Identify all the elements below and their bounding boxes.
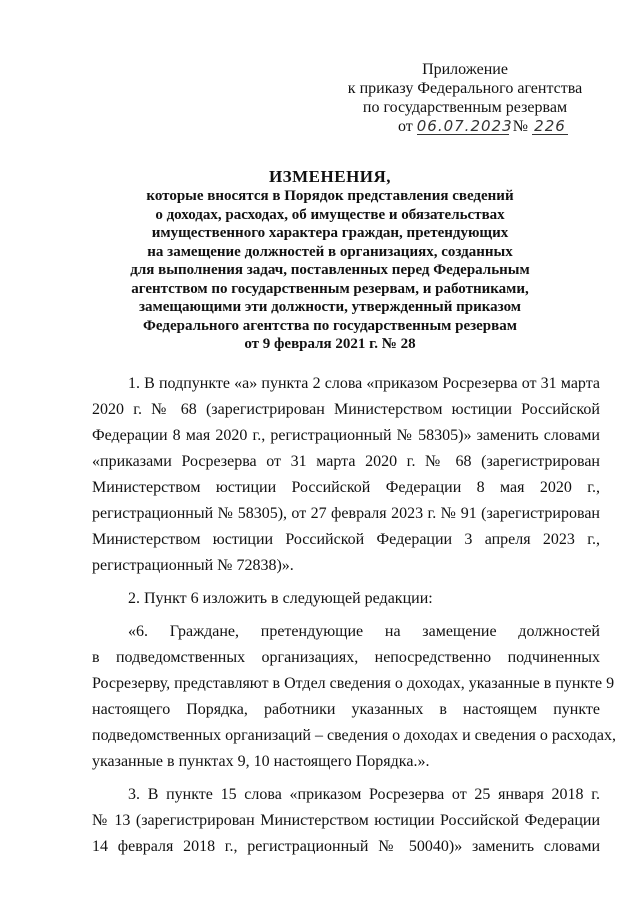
paragraph-2	[92, 586, 600, 612]
text-line: регистрационный № 72838)».	[92, 557, 294, 574]
handwritten-number: 226	[532, 119, 568, 135]
paragraph-4	[92, 782, 600, 860]
text-line: Федерации 8 мая 2020 г., регистрационный № 58305)» заменить словами	[92, 427, 600, 444]
subtitle-line: для выполнения задач, поставленных перед Федеральным	[130, 262, 530, 278]
text-line: 14 февраля 2018 г., регистрационный № 50040)» заменить словами	[92, 838, 600, 855]
text-line: указанные в пунктах 9, 10 настоящего Порядка.».	[92, 753, 430, 770]
text-line: регистрационный № 58305), от 27 февраля 2023 г. № 91 (зарегистрирован	[92, 505, 600, 522]
subtitle-line: замещающими эти должности, утвержденный приказом	[138, 299, 522, 315]
subtitle-line: имущественного характера граждан, претендующих	[151, 225, 509, 241]
paragraph-3	[92, 619, 616, 775]
text-line: подведомственных организаций – сведения о доходах и сведения о расходах,	[92, 727, 616, 744]
subtitle-line: от 9 февраля 2021 г. № 28	[244, 336, 416, 352]
text-line: настоящего Порядка, работники указанных в настоящем пункте	[92, 701, 600, 718]
text-line: «6. Граждане, претендующие на замещение должностей	[128, 623, 600, 640]
appendix-date-number	[340, 117, 590, 136]
appendix-order-ref: к приказу Федерального агентства	[347, 80, 583, 97]
subtitle-line: на замещение должностей в организациях, созданных	[147, 243, 513, 260]
subtitle-line: агентством по государственным резервам, и работниками,	[131, 280, 529, 297]
appendix-agency-ref: по государственным резервам	[362, 99, 568, 116]
appendix-header	[340, 60, 590, 136]
document-subtitle	[80, 187, 580, 354]
text-line: 1. В подпункте «а» пункта 2 слова «приказом Росрезерва от 31 марта	[128, 375, 600, 392]
subtitle-line: Федерального агентства по государственным резервам	[143, 317, 517, 334]
document-body	[92, 371, 616, 860]
number-label: №	[512, 118, 528, 135]
subtitle-line: о доходах, расходах, об имуществе и обязательствах	[155, 206, 505, 223]
document-title-block	[80, 166, 580, 354]
document-title: ИЗМЕНЕНИЯ,	[268, 167, 392, 186]
text-line: 3. В пункте 15 слова «приказом Росрезерва от 25 января 2018 г.	[128, 786, 600, 803]
from-label: от	[397, 118, 413, 135]
handwritten-date: 06.07.2023	[416, 117, 513, 135]
paragraph-1	[92, 371, 600, 579]
text-line: Министерством юстиции Российской Федерации 3 апреля 2023 г.,	[92, 531, 600, 548]
text-line: № 13 (зарегистрирован Министерством юстиции Российской Федерации	[92, 812, 600, 829]
text-line: в подведомственных организациях, непосредственно подчиненных	[92, 649, 600, 666]
text-line: Росрезерву, представляют в Отдел сведения о доходах, указанные в пункте 9	[92, 675, 615, 692]
text-line: 2. Пункт 6 изложить в следующей редакции:	[128, 590, 433, 607]
text-line: «приказами Росрезерва от 31 марта 2020 г. № 68 (зарегистрирован	[92, 453, 600, 470]
appendix-label: Приложение	[422, 61, 508, 78]
text-line: Министерством юстиции Российской Федерации 8 мая 2020 г.,	[92, 479, 600, 496]
text-line: 2020 г. № 68 (зарегистрирован Министерством юстиции Российской	[92, 401, 600, 418]
subtitle-line: которые вносятся в Порядок представления сведений	[146, 188, 514, 204]
